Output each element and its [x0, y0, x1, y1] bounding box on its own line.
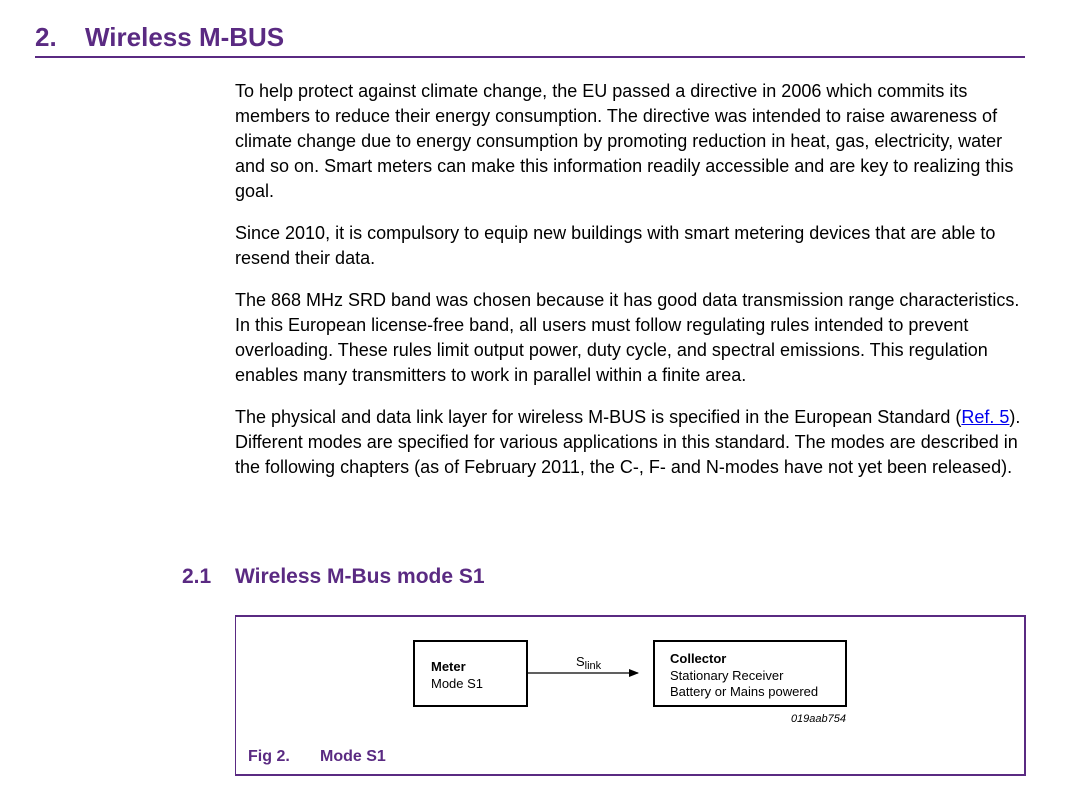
- link-label-subscript: link: [584, 660, 602, 672]
- section-number: 2.: [35, 22, 57, 52]
- subsection-title: Wireless M-Bus mode S1: [235, 565, 485, 588]
- figure-code: 019aab754: [790, 713, 846, 725]
- paragraph-srd-band: The 868 MHz SRD band was chosen because it has good data transmission range characteristics. In this European license-free band, all users must follow regulating rules intended to prevent overloading. These rules limit output power, duty cycle, and spectral emissions. This regulation enables many transmitters to work in parallel within a finite area.: [235, 290, 1020, 385]
- link-label: [576, 654, 602, 672]
- figure-title: Mode S1: [320, 748, 386, 765]
- mode-s1-diagram: [236, 617, 1025, 737]
- ref-5-link[interactable]: Ref. 5: [961, 407, 1010, 427]
- meter-mode: Mode S1: [431, 676, 484, 691]
- paragraph-climate-directive: To help protect against climate change, the EU passed a directive in 2006 which commits its members to reduce their energy consumption. The directive was intended to raise awareness of climate change due to energy consumption by promoting reduction in heat, gas, electricity, water and so on. Smart meters can make this information readily accessible and are key to realizing this goal.: [235, 81, 1014, 201]
- paragraph-physical-layer-end: ). Different modes are specified for various applications in this standard. The modes are described in the following chapters (as of February 2011, the C-, F- and N-modes have not yet been released).: [235, 407, 1021, 477]
- paragraph-compulsory-metering: Since 2010, it is compulsory to equip new buildings with smart metering devices that are able to resend their data.: [235, 223, 996, 268]
- collector-line-1: Stationary Receiver: [670, 668, 784, 683]
- section-heading: [35, 20, 1025, 58]
- figure-frame: [235, 615, 1026, 776]
- paragraph-physical-layer: [235, 405, 1035, 480]
- collector-line-2: Battery or Mains powered: [670, 684, 819, 699]
- figure-number: Fig 2.: [248, 748, 290, 765]
- link-label-base: S: [576, 654, 585, 669]
- subsection-number: 2.1: [182, 565, 212, 588]
- body-text: [235, 79, 1035, 497]
- paragraph-physical-layer-start: The physical and data link layer for wireless M-BUS is specified in the European Standard (: [235, 407, 962, 427]
- collector-title: Collector: [670, 651, 727, 666]
- figure-caption: [248, 747, 386, 767]
- subsection-heading: [182, 562, 485, 592]
- meter-title: Meter: [431, 659, 466, 674]
- section-title: Wireless M-BUS: [85, 22, 285, 52]
